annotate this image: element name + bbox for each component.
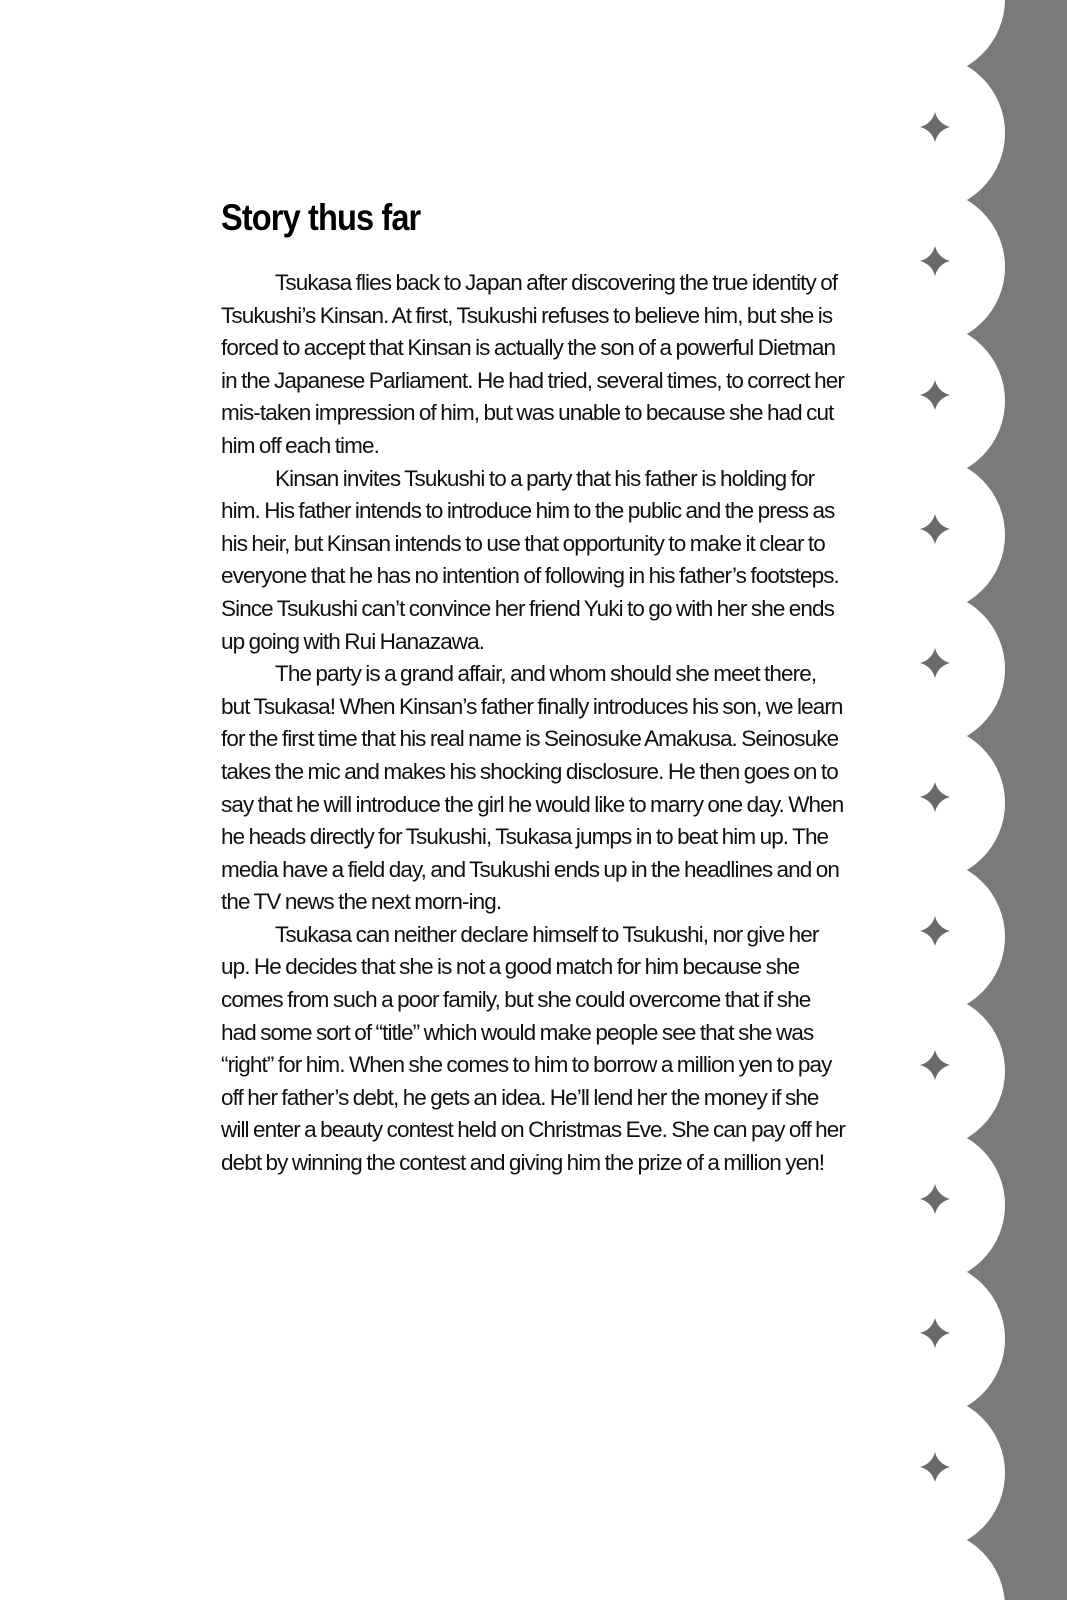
summary-paragraph-1: Tsukasa flies back to Japan after discovering the true identity of Tsukushi’s Kinsan. At first, Tsukushi refuses to believe him, but she is forced to accept that Kinsan is actually the son of a powerful Dietman in the Japanese Parliament. He had tried, several times, to correct her mis-taken impression of him, but was unable to because she had cut him off each time. [221, 270, 844, 458]
story-summary [221, 195, 846, 1180]
summary-paragraph-2: Kinsan invites Tsukushi to a party that his father is holding for him. His father intends to introduce him to the public and the press as his heir, but Kinsan intends to use that opportunity to make it clear to everyone that he has no intention of following in his father’s footsteps. Since Tsukushi can’t convince her friend Yuki to go with her she ends up going with Rui Hanazawa. [221, 465, 839, 654]
scalloped-border [887, 0, 1067, 1600]
page-title: Story thus far [221, 197, 421, 238]
summary-paragraph-3: The party is a grand affair, and whom should she meet there, but Tsukasa! When Kinsan’s father finally introduces his son, we learn for the first time that his real name is Seinosuke Amakusa. Seinosuke takes the mic and makes his shocking disclosure. He then goes on to say that he will introduce the girl he would like to marry one day. When he heads directly for Tsukushi, Tsukasa jumps in to beat him up. The media have a field day, and Tsukushi ends up in the headlines and on the TV news the next morn-ing. [221, 661, 844, 915]
summary-paragraph-4: Tsukasa can neither declare himself to Tsukushi, nor give her up. He decides that she is not a good match for him because she comes from such a poor family, but she could overcome that if she had some sort of “title” which would make people see that she was “right” for him. When she comes to him to borrow a million yen to pay off her father’s debt, he gets an idea. He’ll lend her the money if she will enter a beauty contest held on Christmas Eve. She can pay off her debt by winning the contest and giving him the prize of a million yen! [221, 921, 845, 1176]
